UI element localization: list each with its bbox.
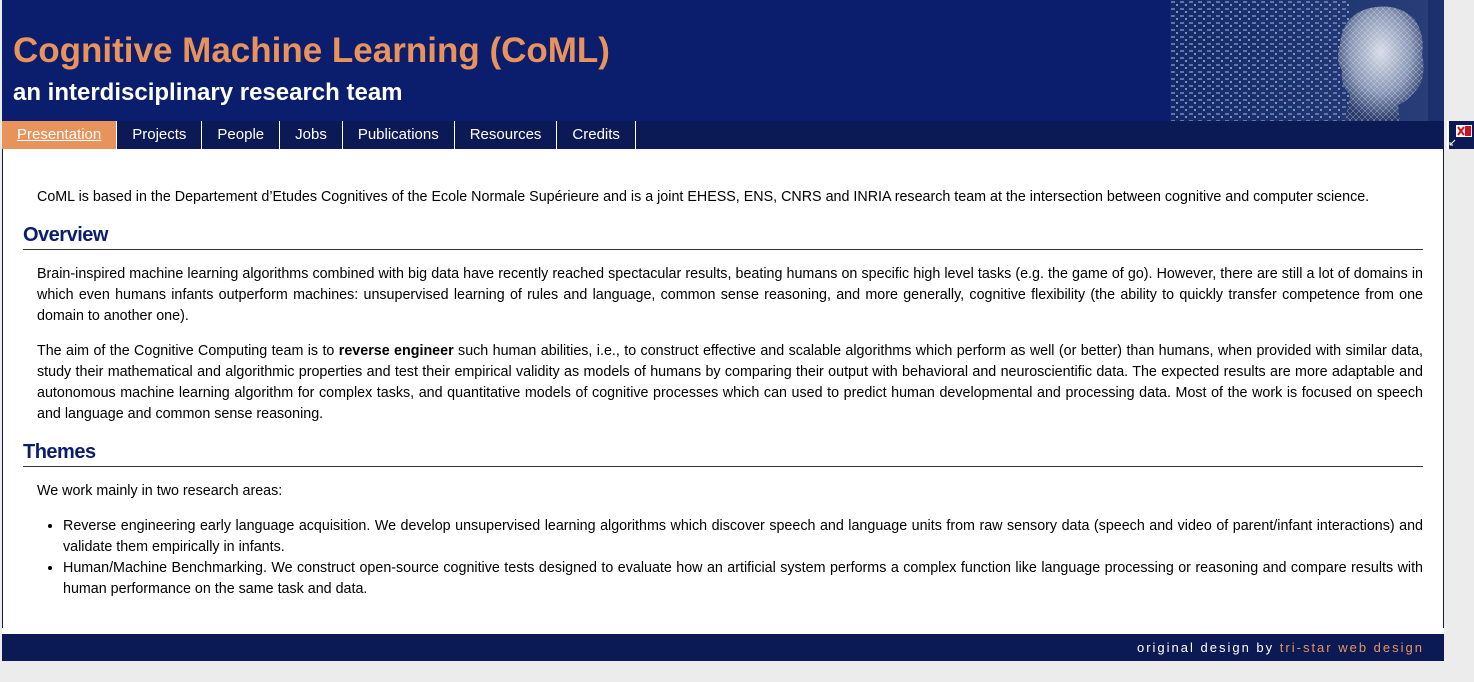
nav-people[interactable]: People <box>202 121 280 149</box>
overview-p2-end: such human abilities, i.e., to construct effective and scalable algorithms which perform as well (or better) than humans, when provided with similar data, study their mathematical and algorithmic properties and test their empirical validity as models of humans by comparing their output with behavioral and neuroscientific data. The expected results are more adaptable and autonomous machine learning algorithm for complex tasks, and quantitative models of cognitive processes which can used to predict human developmental and processing data. Most of the work is focused on speech and language and common sense reasoning. <box>37 343 1423 422</box>
themes-heading: Themes <box>23 439 1423 467</box>
site-title: Cognitive Machine Learning (CoML) <box>13 31 610 70</box>
robot-face-image <box>1170 0 1444 121</box>
list-item: • Reverse engineering early language acquisition. We develop unsupervised learning algorithms which discover speech and language units from raw sensory data (speech and video of parent/infant interactions) and validate them empirically in infants. <box>63 516 1423 558</box>
list-item: • Human/Machine Benchmarking. We construct open-source cognitive tests designed to evaluate how an artificial system performs a complex function like language processing or reasoning and compare results with human performance on the same task and data. <box>63 558 1423 600</box>
site-footer <box>2 634 1444 661</box>
nav-credits[interactable]: Credits <box>557 121 636 149</box>
overview-paragraph-2 <box>23 341 1423 425</box>
reverse-engineer-emphasis: reverse engineer <box>338 343 454 359</box>
overview-heading: Overview <box>23 222 1423 250</box>
site-header <box>2 0 1444 121</box>
footer-designer-link[interactable]: tri-star web design <box>1279 640 1424 655</box>
overview-paragraph-1: Brain-inspired machine learning algorithms combined with big data have recently reached spectacular results, beating humans on specific high level tasks (e.g. the game of go). However, there are still a lot of domains in which even humans infants outperform machines: unsupervised learning of rules and language, common sense reasoning, and more generally, cognitive flexibility (the ability to quickly transfer competence from one domain to another one). <box>37 266 1423 324</box>
translate-widget[interactable] <box>1447 121 1474 149</box>
nav-presentation[interactable]: Presentation <box>2 121 117 149</box>
intro-paragraph: CoML is based in the Departement d’Etudes Cognitives of the Ecole Normale Supérieure and is a joint EHESS, ENS, CNRS and INRIA research team at the intersection between cognitive and computer science. <box>37 189 1370 205</box>
page-wrapper <box>2 0 1444 661</box>
nav-projects[interactable]: Projects <box>117 121 202 149</box>
translate-icon <box>1447 121 1474 149</box>
nav-publications[interactable]: Publications <box>343 121 455 149</box>
nav-resources[interactable]: Resources <box>455 121 558 149</box>
site-subtitle: an interdisciplinary research team <box>13 79 403 106</box>
themes-intro: We work mainly in two research areas: <box>37 483 283 499</box>
nav-jobs[interactable]: Jobs <box>280 121 343 149</box>
footer-credit-text: original design by <box>1136 640 1280 655</box>
overview-p2-start: The aim of the Cognitive Computing team is to <box>37 343 339 359</box>
main-content <box>2 149 1444 628</box>
main-nav <box>2 121 1444 149</box>
themes-list <box>23 516 1423 600</box>
